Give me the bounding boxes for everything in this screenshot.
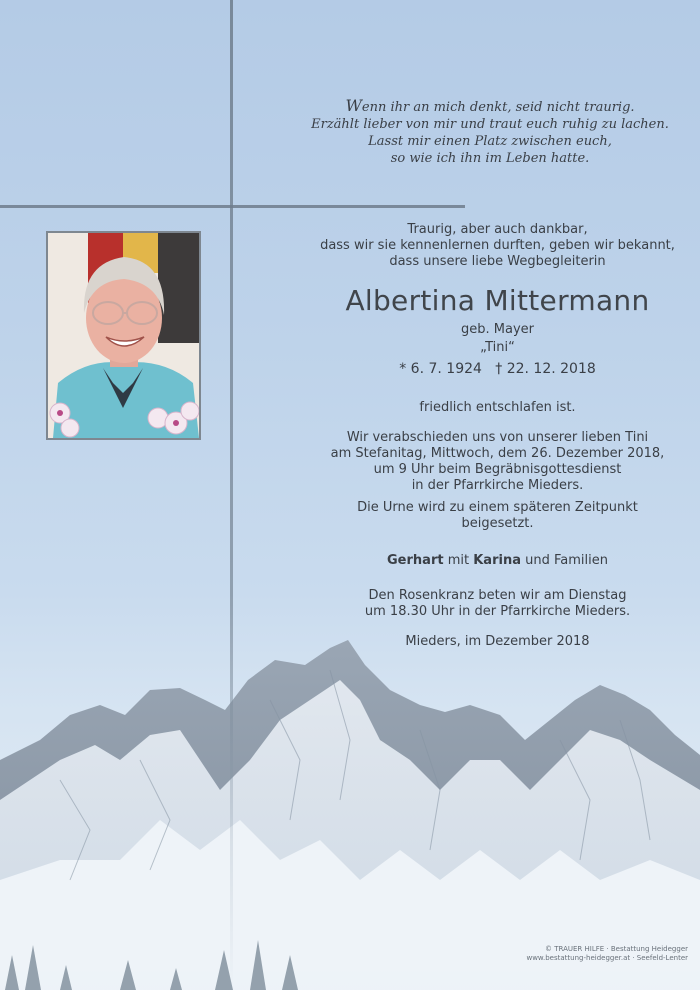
urn-line-2: beigesetzt.	[461, 516, 534, 531]
poem-initial: W	[345, 96, 362, 115]
urn-text	[300, 500, 695, 532]
rosary-text	[300, 588, 695, 620]
farewell-line-1: Wir verabschieden uns von unserer lieben Tini	[346, 430, 649, 445]
family-name-1: Gerhart	[387, 553, 444, 568]
farewell-text	[300, 430, 695, 494]
family-mid: mit	[447, 553, 470, 568]
cross-vertical-line	[230, 0, 233, 990]
family-name-2: Karina	[473, 553, 521, 568]
cross-horizontal-line	[0, 205, 465, 208]
place-date: Mieders, im Dezember 2018	[405, 634, 590, 649]
birth-name: geb. Mayer	[461, 322, 534, 337]
rosary-line-1: Den Rosenkranz beten wir am Dienstag	[368, 588, 627, 603]
poem-line-1-text: enn ihr an mich denkt, seid nicht traurig.	[361, 100, 635, 115]
poem-line-2: Erzählt lieber von mir und traut euch ruhig zu lachen.	[311, 117, 669, 132]
intro-line-3: dass unsere liebe Wegbegleiterin	[389, 254, 606, 269]
family-rest: und Familien	[525, 553, 608, 568]
poem-line-3: Lasst mir einen Platz zwischen euch,	[368, 134, 612, 149]
intro-text	[300, 222, 695, 270]
farewell-line-3: um 9 Uhr beim Begräbnisgottesdienst	[373, 462, 622, 477]
poem	[300, 97, 680, 167]
intro-line-2: dass wir sie kennenlernen durften, geben wir bekannt,	[320, 238, 675, 253]
farewell-line-4: in der Pfarrkirche Mieders.	[411, 478, 584, 493]
credit-text	[488, 945, 688, 963]
credit-line-1: © TRAUER HILFE · Bestattung Heidegger	[544, 945, 688, 953]
urn-line-1: Die Urne wird zu einem späteren Zeitpunkt	[357, 500, 638, 515]
farewell-line-2: am Stefanitag, Mittwoch, dem 26. Dezember 2018,	[330, 446, 665, 461]
life-dates: * 6. 7. 1924 † 22. 12. 2018	[399, 361, 596, 377]
portrait-photo	[46, 231, 201, 440]
portrait-illustration	[48, 233, 199, 438]
credit-line-2: www.bestattung-heidegger.at · Seefeld-Lenter	[526, 954, 688, 962]
passed-text: friedlich entschlafen ist.	[419, 400, 576, 415]
poem-line-4: so wie ich ihn im Leben hatte.	[390, 151, 590, 166]
intro-line-1: Traurig, aber auch dankbar,	[407, 222, 588, 237]
nickname: „Tini“	[480, 340, 515, 355]
deceased-name: Albertina Mittermann	[345, 284, 650, 317]
poem-line-1	[300, 97, 680, 116]
rosary-line-2: um 18.30 Uhr in der Pfarrkirche Mieders.	[364, 604, 631, 619]
family-signature	[300, 553, 695, 569]
